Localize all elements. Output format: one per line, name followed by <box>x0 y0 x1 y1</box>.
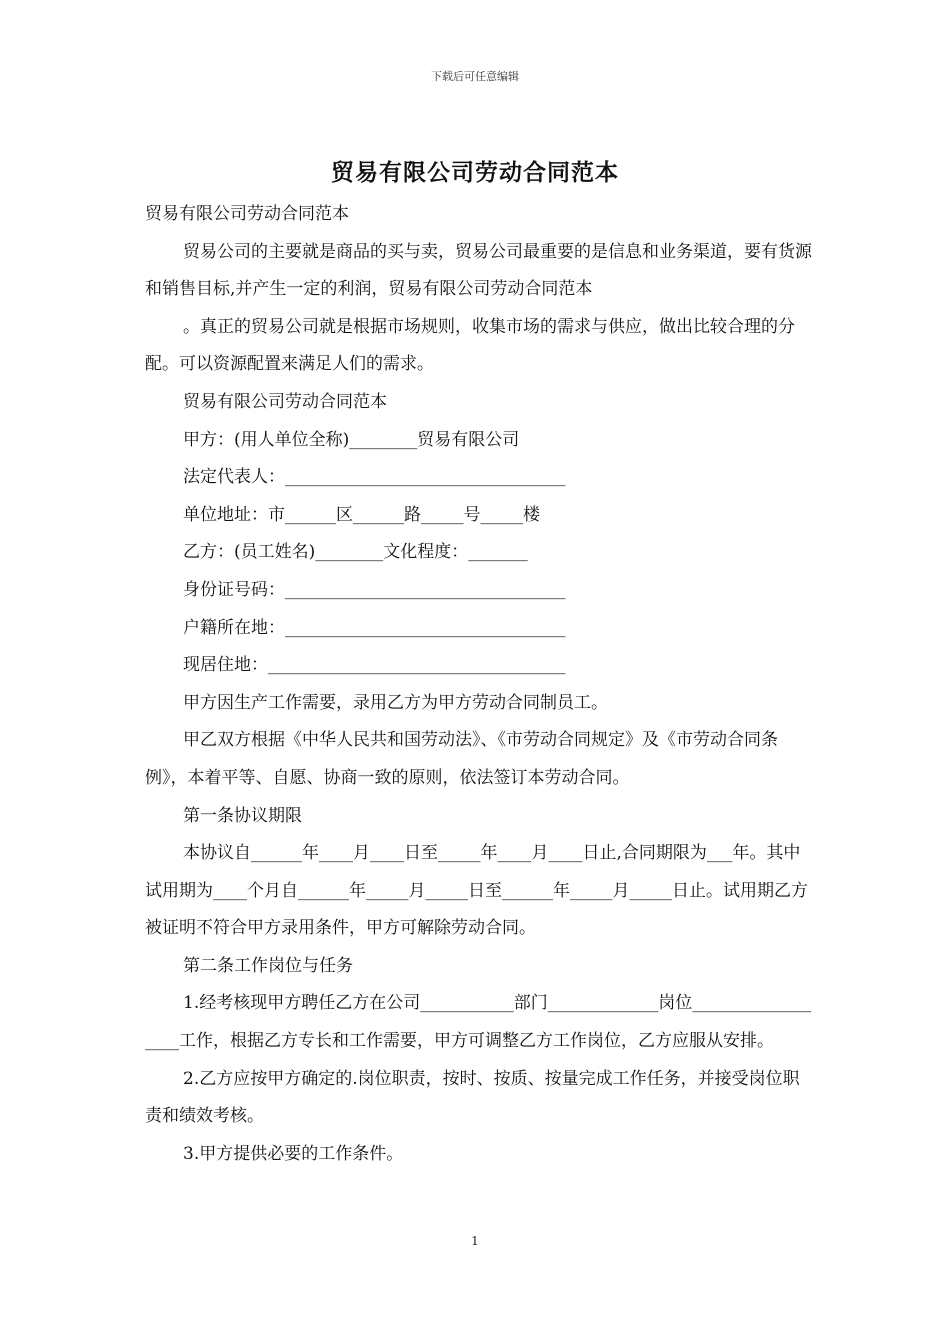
paragraph-intro-continued: 。真正的贸易公司就是根据市场规则，收集市场的需求与供应，做出比较合理的分配。可以资源配置来满足人们的需求。 <box>145 316 795 375</box>
document-title: 贸易有限公司劳动合同范本 <box>331 159 619 186</box>
paragraph-subtitle: 贸易有限公司劳动合同范本 <box>145 204 349 224</box>
article-1-heading: 第一条协议期限 <box>183 805 302 826</box>
paragraph-legal-basis: 甲乙双方根据《中华人民共和国劳动法》、《市劳动合同规定》及《市劳动合同条例》，本着平等、自愿、协商一致的原则，依法签订本劳动合同。 <box>145 730 778 788</box>
paragraph-employment: 甲方因生产工作需要，录用乙方为甲方劳动合同制员工。 <box>183 692 608 713</box>
page-number: 1 <box>471 1234 479 1248</box>
document-body <box>145 196 815 1173</box>
article-1-body: 本协议自______年____月____日至_____年____月____日止,合同期限为___年。其中试用期为____个月自______年_____月_____日至______年_____月_____日止。试用期乙方被证明不符合甲方录用条件，甲方可解除劳动合同。 <box>145 843 808 939</box>
field-party-a: 甲方：(用人单位全称)________贸易有限公司 <box>183 429 520 450</box>
article-2-item-2: 2.乙方应按甲方确定的.岗位职责，按时、按质、按量完成工作任务，并接受岗位职责和绩效考核。 <box>145 1068 800 1127</box>
article-2-item-1: 1.经考核现甲方聘任乙方在公司___________部门_____________岗位__________________工作，根据乙方专长和工作需要，甲方可调整乙方工作岗位，乙方应服从安排。 <box>145 993 812 1052</box>
article-2-item-3: 3.甲方提供必要的工作条件。 <box>183 1143 404 1164</box>
paragraph-intro: 贸易公司的主要就是商品的买与卖，贸易公司最重要的是信息和业务渠道，要有货源和销售目标,并产生一定的利润，贸易有限公司劳动合同范本 <box>145 241 812 300</box>
field-id-number: 身份证号码：_________________________________ <box>183 579 566 600</box>
field-legal-representative: 法定代表人：_________________________________ <box>183 467 566 488</box>
field-household-registration: 户籍所在地：_________________________________ <box>183 617 566 638</box>
article-2-heading: 第二条工作岗位与任务 <box>183 955 353 976</box>
field-company-address: 单位地址：市______区______路_____号_____楼 <box>183 504 540 525</box>
field-current-address: 现居住地：___________________________________ <box>183 655 566 676</box>
header-note: 下载后可任意编辑 <box>431 70 519 83</box>
field-party-b: 乙方：(员工姓名)________文化程度：_______ <box>183 542 528 563</box>
paragraph-contract-heading: 贸易有限公司劳动合同范本 <box>183 391 387 412</box>
